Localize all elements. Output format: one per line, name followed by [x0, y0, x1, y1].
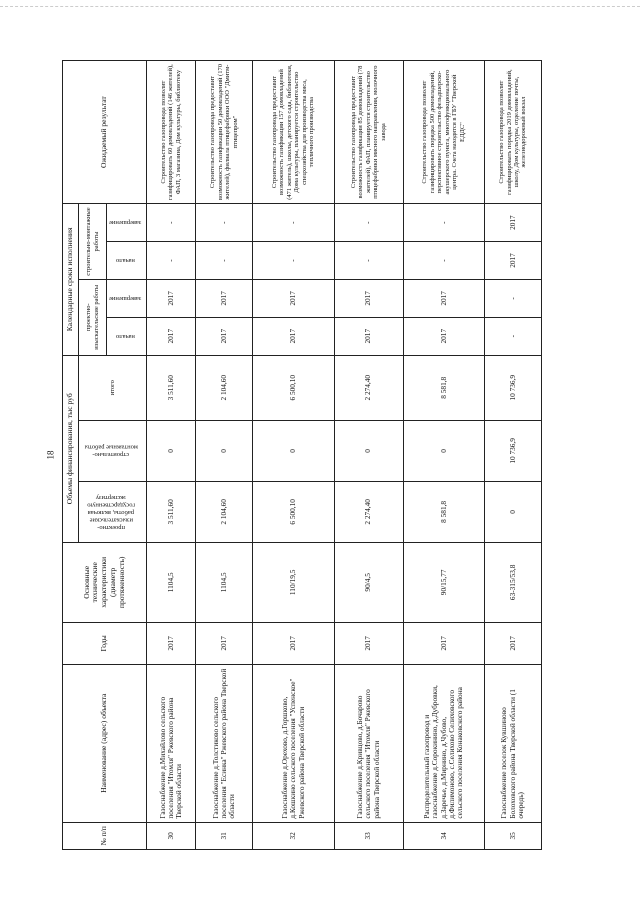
header-characteristics: Основные технические характеристики (диаметр протяженность) — [63, 542, 147, 622]
header-construction-start-text: начало — [115, 257, 135, 265]
header-num: № п/п — [63, 822, 147, 849]
row-num: 34 — [403, 822, 484, 849]
row-total: 8 581,8 — [403, 355, 484, 420]
row-construction-start: - — [334, 242, 403, 280]
row-years: 2017 — [334, 622, 403, 664]
row-design-cost: 3 511,60 — [147, 481, 196, 542]
row-design-end: - — [485, 279, 542, 317]
row-result: Строительство газопровода предоставит возможность газификации 50 домовладений (170 жителей), филиала птицефабрики ООО "Дмитм-птицепром" — [196, 61, 253, 204]
row-construction-cost: 10 736,9 — [485, 420, 542, 481]
row-result: Строительство газопровода предоставит возможность газификации 157 домовладений (471 житель), школы, детского сада, библиотеки, Дома культуры, планируется строительство спецхозяйства для производства мяса, тепличного производства — [253, 61, 334, 204]
row-construction-cost: 0 — [147, 420, 196, 481]
header-design-work-text: проектно-изыскательские работы, включая государственную экспертизу — [87, 493, 136, 531]
row-design-end: 2017 — [334, 279, 403, 317]
row-name: Газоснабжение поселок Кувшиново Болоховского района Тверской области (1 очередь) — [485, 664, 542, 822]
header-financing: Объемы финансирования, тыс руб — [63, 355, 79, 542]
row-design-start: 2017 — [253, 317, 334, 355]
row-design-start: - — [485, 317, 542, 355]
row-design-end: 2017 — [147, 279, 196, 317]
table-row — [403, 61, 484, 850]
table-row — [196, 61, 253, 850]
row-design-cost: 2 104,60 — [196, 481, 253, 542]
header-design-work — [79, 481, 147, 542]
header-construction-subgroup: строительно-монтажные работы — [79, 204, 107, 280]
row-characteristics: 90/4,5 — [334, 542, 403, 622]
row-characteristics: 63-315/53,8 — [485, 542, 542, 622]
header-design-subgroup: проектно-изыскательские работы — [79, 279, 107, 355]
header-total: итого — [79, 355, 147, 420]
row-construction-end: - — [196, 204, 253, 242]
header-result: Ожидаемый результат — [63, 61, 147, 204]
row-total: 6 500,10 — [253, 355, 334, 420]
row-design-cost: 8 581,8 — [403, 481, 484, 542]
header-design-end-text: завершение — [109, 295, 142, 303]
document-page — [62, 60, 542, 850]
row-num: 31 — [196, 822, 253, 849]
row-name: Распределительный газопровод и газоснабжение д.Сорокинино, д.Дубровки, д.Заречье, д.Мирнино, д.Чубово, д.Филимоново, с.Селихово Селиховского сельского поселения Конаковского района — [403, 664, 484, 822]
row-design-start: 2017 — [196, 317, 253, 355]
row-years: 2017 — [403, 622, 484, 664]
header-design-start — [107, 317, 147, 355]
row-construction-end: - — [253, 204, 334, 242]
row-name: Газоснабжение д.Кривцово, д.Бочарово сельского поселения "Итомля" Ржевского района Тверской области — [334, 664, 403, 822]
row-design-start: 2017 — [403, 317, 484, 355]
row-years: 2017 — [147, 622, 196, 664]
row-construction-cost: 0 — [403, 420, 484, 481]
header-years: Годы — [63, 622, 147, 664]
row-characteristics: 1104,5 — [196, 542, 253, 622]
row-characteristics: 90/15,77 — [403, 542, 484, 622]
row-num: 30 — [147, 822, 196, 849]
row-construction-start: - — [196, 242, 253, 280]
row-num: 35 — [485, 822, 542, 849]
row-design-end: 2017 — [196, 279, 253, 317]
table-row — [253, 61, 334, 850]
row-total: 10 736,9 — [485, 355, 542, 420]
row-construction-end: - — [334, 204, 403, 242]
row-design-cost: 2 274,40 — [334, 481, 403, 542]
row-result: Строительство газопровода позволит газифицировать порядка 2019 домовладений, школу, Дом культуры, отделение почты, железнодорожный вокзал — [485, 61, 542, 204]
row-construction-end: - — [403, 204, 484, 242]
row-total: 2 104,60 — [196, 355, 253, 420]
row-years: 2017 — [196, 622, 253, 664]
row-design-start: 2017 — [147, 317, 196, 355]
page-number: 18 — [45, 450, 56, 460]
header-construction-work — [79, 420, 147, 481]
row-construction-cost: 0 — [196, 420, 253, 481]
scan-edge-line — [0, 6, 640, 8]
row-total: 3 511,60 — [147, 355, 196, 420]
header-name: Наименование (адрес) объекта — [63, 664, 147, 822]
row-design-end: 2017 — [253, 279, 334, 317]
table-row — [334, 61, 403, 850]
row-design-end: 2017 — [403, 279, 484, 317]
row-name: Газоснабжение д.Толстиково сельского поселения "Есинка" Ржевского района Тверской области — [196, 664, 253, 822]
row-num: 32 — [253, 822, 334, 849]
row-num: 33 — [334, 822, 403, 849]
row-years: 2017 — [253, 622, 334, 664]
row-design-start: 2017 — [334, 317, 403, 355]
row-construction-start: - — [147, 242, 196, 280]
row-construction-start: 2017 — [485, 242, 542, 280]
header-design-start-text: начало — [115, 332, 135, 340]
row-total: 2 274,40 — [334, 355, 403, 420]
row-design-cost: 6 500,10 — [253, 481, 334, 542]
row-result: Строительство газопровода позволит газифицировать порядка 500 домовладений, перспективное строительство фельдшерско-акушерского пункта, многофункционального центра. Счета находятся в ГБУ "Тверской ЕДДС" — [403, 61, 484, 204]
row-construction-cost: 0 — [253, 420, 334, 481]
table-row — [147, 61, 196, 850]
row-characteristics: 1104,5 — [147, 542, 196, 622]
row-construction-cost: 0 — [334, 420, 403, 481]
row-result: Строительство газопровода позволит газифицировать 60 домовладений (146 жителей), ФАП, 3 магазина, Дом культуры, библиотеку — [147, 61, 196, 204]
header-construction-end — [107, 204, 147, 242]
header-schedule: Календарные сроки исполнения — [63, 204, 79, 355]
row-result: Строительство газопровода предоставит возможность газификации 85 домовладений (78 жителей), ФАП, планируется строительство птицефабрики мясного направления, молочного завода — [334, 61, 403, 204]
row-construction-end: 2017 — [485, 204, 542, 242]
row-design-cost: 0 — [485, 481, 542, 542]
table-row — [485, 61, 542, 850]
row-name: Газоснабжение д.Михайлово сельского поселения "Итомля" Ржевского района Тверской области — [147, 664, 196, 822]
header-construction-work-text: строительно-монтажные работы — [84, 443, 138, 459]
row-years: 2017 — [485, 622, 542, 664]
header-construction-end-text: завершение — [109, 219, 142, 227]
header-construction-start — [107, 242, 147, 280]
row-name: Газоснабжение д.Орехово, д.Горшково, д.Кошкино сельского поселения "Успенское" Ржевского района Тверской области — [253, 664, 334, 822]
row-construction-start: - — [253, 242, 334, 280]
row-construction-start: - — [403, 242, 484, 280]
row-construction-end: - — [147, 204, 196, 242]
row-characteristics: 110/19,5 — [253, 542, 334, 622]
header-design-end — [107, 279, 147, 317]
rotated-table-container — [62, 60, 542, 850]
construction-schedule-table — [62, 60, 542, 850]
